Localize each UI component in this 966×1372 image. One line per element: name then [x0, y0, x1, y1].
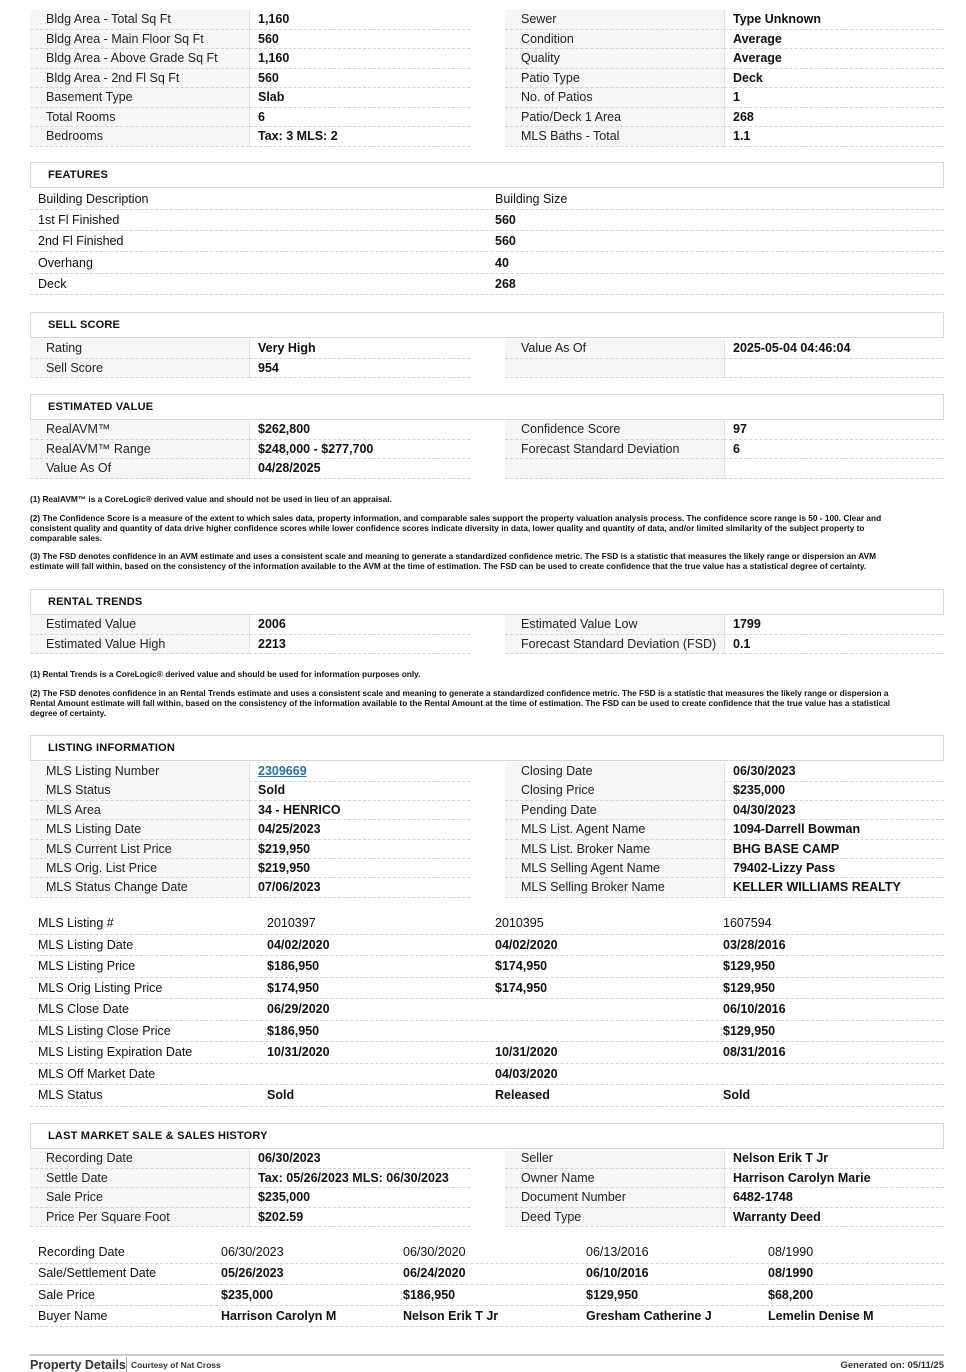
- field-label: [505, 359, 724, 379]
- kv-pair: [505, 781, 944, 801]
- field-label: Closing Date: [505, 762, 724, 782]
- kv-row: [30, 10, 944, 30]
- kv-pair: [505, 459, 944, 479]
- last-sale-details: [30, 1149, 944, 1227]
- features-col-description: Building Description: [38, 192, 149, 206]
- estimated-value-header: ESTIMATED VALUE: [30, 394, 944, 420]
- field-value: Tax: 05/26/2023 MLS: 06/30/2023: [249, 1169, 470, 1189]
- field-value: $235,000: [724, 781, 944, 801]
- kv-row: [30, 440, 944, 460]
- field-value: Slab: [249, 88, 470, 108]
- field-value: 2025-05-04 04:46:04: [724, 339, 944, 359]
- history-value: 2010395: [495, 916, 544, 930]
- kv-pair: [30, 459, 470, 479]
- field-value: 2006: [249, 615, 470, 635]
- history-label: MLS Listing Date: [38, 937, 134, 952]
- kv-pair: [505, 10, 944, 30]
- field-label: Total Rooms: [30, 108, 249, 128]
- features-header: FEATURES: [30, 162, 944, 188]
- field-label: Sale Price: [30, 1188, 249, 1208]
- field-value: 268: [724, 108, 944, 128]
- listing-history-row: [30, 956, 944, 978]
- history-value: 06/24/2020: [403, 1266, 466, 1281]
- field-label: MLS Orig. List Price: [30, 859, 249, 879]
- kv-row: [30, 88, 944, 108]
- kv-row: [30, 840, 944, 859]
- kv-row: [30, 615, 944, 635]
- history-value: $129,950: [723, 959, 776, 973]
- kv-row: [30, 127, 944, 147]
- field-label: Pending Date: [505, 801, 724, 821]
- kv-pair: [30, 69, 470, 89]
- kv-pair: [505, 801, 944, 821]
- field-label: Rating: [30, 339, 249, 359]
- field-value: 1: [724, 88, 944, 108]
- kv-pair: [30, 1149, 470, 1169]
- kv-pair: [30, 820, 470, 840]
- history-value: 08/31/2016: [723, 1045, 786, 1059]
- sell-score-header: SELL SCORE: [30, 312, 944, 338]
- feature-value: 560: [495, 234, 516, 249]
- field-label: MLS List. Agent Name: [505, 820, 724, 840]
- history-value: Sold: [267, 1088, 295, 1102]
- field-value: [724, 459, 944, 479]
- history-value: 04/02/2020: [267, 937, 330, 952]
- kv-row: [30, 820, 944, 839]
- history-label: MLS Off Market Date: [38, 1066, 156, 1081]
- field-label: Recording Date: [30, 1149, 249, 1169]
- kv-row: [30, 1169, 944, 1189]
- kv-row: [30, 1188, 944, 1208]
- history-value: 2010397: [267, 916, 316, 930]
- field-label: Estimated Value High: [30, 635, 249, 655]
- history-value: 1607594: [723, 916, 772, 930]
- field-value: $219,950: [249, 859, 470, 879]
- kv-row: [30, 878, 944, 897]
- kv-pair: [30, 49, 470, 69]
- feature-label: 1st Fl Finished: [38, 213, 120, 227]
- history-value: 05/26/2023: [221, 1266, 284, 1281]
- field-value: 1,160: [249, 10, 470, 30]
- field-label: No. of Patios: [505, 88, 724, 108]
- field-value: Average: [724, 30, 944, 50]
- field-value: $262,800: [249, 420, 470, 440]
- field-value: 0.1: [724, 635, 944, 655]
- kv-pair: [505, 108, 944, 128]
- field-label: MLS Listing Date: [30, 820, 249, 840]
- field-label: Document Number: [505, 1188, 724, 1208]
- field-value: Sold: [249, 781, 470, 801]
- history-value: $186,950: [267, 959, 320, 973]
- field-value: $235,000: [249, 1188, 470, 1208]
- field-value: 1094-Darrell Bowman: [724, 820, 944, 840]
- kv-pair: [505, 820, 944, 840]
- kv-row: [30, 459, 944, 479]
- field-value: $248,000 - $277,700: [249, 440, 470, 460]
- history-label: MLS Close Date: [38, 1002, 130, 1016]
- kv-pair: [505, 339, 944, 359]
- kv-pair: [30, 1169, 470, 1189]
- kv-pair: [30, 359, 470, 379]
- kv-pair: [505, 1169, 944, 1189]
- history-value: 06/29/2020: [267, 1002, 330, 1016]
- kv-row: [30, 420, 944, 440]
- footer-divider: [30, 1354, 944, 1356]
- field-label: MLS List. Broker Name: [505, 840, 724, 860]
- listing-history-row: [30, 1021, 944, 1043]
- field-value: 6: [249, 108, 470, 128]
- sales-history-row: [30, 1263, 944, 1285]
- footer-courtesy: Courtesy of Nat Cross: [126, 1357, 221, 1372]
- kv-pair: [505, 859, 944, 879]
- kv-pair: [30, 440, 470, 460]
- kv-pair: [505, 1208, 944, 1228]
- kv-pair: [30, 88, 470, 108]
- field-value: 79402-Lizzy Pass: [724, 859, 944, 879]
- kv-pair: [30, 615, 470, 635]
- features-col-size: Building Size: [495, 192, 568, 206]
- kv-row: [30, 49, 944, 69]
- field-label: MLS Selling Agent Name: [505, 859, 724, 879]
- sales-history-row: [30, 1242, 944, 1264]
- history-value: 06/30/2020: [403, 1245, 466, 1259]
- feature-row: [30, 231, 944, 252]
- field-label: Estimated Value: [30, 615, 249, 635]
- features-column-header: [30, 189, 944, 210]
- feature-value: 268: [495, 276, 516, 291]
- feature-label: Overhang: [38, 255, 93, 270]
- listing-history-row: [30, 1064, 944, 1086]
- field-value: BHG BASE CAMP: [724, 840, 944, 860]
- field-label: Seller: [505, 1149, 724, 1169]
- history-label: Buyer Name: [38, 1308, 108, 1323]
- feature-row: [30, 253, 944, 274]
- kv-pair: [30, 859, 470, 879]
- history-label: Sale Price: [38, 1287, 95, 1302]
- field-value: 2213: [249, 635, 470, 655]
- kv-pair: [30, 30, 470, 50]
- field-label: Bldg Area - Above Grade Sq Ft: [30, 49, 249, 69]
- listing-history-row: [30, 1042, 944, 1064]
- history-value: $68,200: [768, 1287, 814, 1302]
- kv-pair: [505, 840, 944, 860]
- field-value: 1.1: [724, 127, 944, 147]
- field-label: Patio Type: [505, 69, 724, 89]
- kv-pair: [505, 635, 944, 655]
- field-label: MLS Listing Number: [30, 762, 249, 782]
- feature-label: 2nd Fl Finished: [38, 234, 124, 249]
- field-value: 560: [249, 69, 470, 89]
- history-label: MLS Listing #: [38, 916, 114, 930]
- field-value: $202.59: [249, 1208, 470, 1228]
- kv-row: [30, 30, 944, 50]
- feature-label: Deck: [38, 276, 67, 291]
- field-label: Closing Price: [505, 781, 724, 801]
- rental-trends-header: RENTAL TRENDS: [30, 589, 944, 615]
- field-value: Deck: [724, 69, 944, 89]
- history-label: MLS Status: [38, 1088, 103, 1102]
- kv-row: [30, 1208, 944, 1228]
- field-value: 1,160: [249, 49, 470, 69]
- kv-pair: [30, 781, 470, 801]
- kv-pair: [505, 440, 944, 460]
- field-label: Patio/Deck 1 Area: [505, 108, 724, 128]
- rental-footnote-1: (1) Rental Trends is a CoreLogic® derived value and should be used for information purposes only.: [30, 669, 421, 679]
- field-label: MLS Status: [30, 781, 249, 801]
- field-label: Condition: [505, 30, 724, 50]
- history-value: Released: [495, 1088, 550, 1102]
- building-details: [30, 10, 944, 147]
- kv-pair: [505, 49, 944, 69]
- field-value: 04/30/2023: [724, 801, 944, 821]
- history-label: MLS Listing Close Price: [38, 1023, 171, 1038]
- field-value: 04/25/2023: [249, 820, 470, 840]
- field-label: Value As Of: [30, 459, 249, 479]
- kv-pair: [30, 420, 470, 440]
- field-label: Price Per Square Foot: [30, 1208, 249, 1228]
- field-value: Harrison Carolyn Marie: [724, 1169, 944, 1189]
- kv-pair: [30, 840, 470, 860]
- feature-row: [30, 210, 944, 231]
- field-label: MLS Current List Price: [30, 840, 249, 860]
- field-value: 97: [724, 420, 944, 440]
- history-value: 10/31/2020: [495, 1045, 558, 1059]
- kv-pair: [505, 878, 944, 898]
- field-value: 1799: [724, 615, 944, 635]
- field-label: Settle Date: [30, 1169, 249, 1189]
- history-value: 10/31/2020: [267, 1045, 330, 1059]
- last-sale-header: LAST MARKET SALE & SALES HISTORY: [30, 1123, 944, 1149]
- history-value: 04/02/2020: [495, 937, 558, 952]
- field-value: $219,950: [249, 840, 470, 860]
- field-label: Bedrooms: [30, 127, 249, 147]
- mls-listing-number-link[interactable]: 2309669: [249, 762, 470, 782]
- history-value: $129,950: [586, 1287, 639, 1302]
- field-label: Forecast Standard Deviation: [505, 440, 724, 460]
- kv-pair: [30, 127, 470, 147]
- kv-pair: [505, 359, 944, 379]
- history-label: MLS Orig Listing Price: [38, 980, 163, 995]
- field-value: 07/06/2023: [249, 878, 470, 898]
- footer-title: Property Details: [30, 1358, 126, 1372]
- field-value: 560: [249, 30, 470, 50]
- field-label: Forecast Standard Deviation (FSD): [505, 635, 724, 655]
- history-value: Lemelin Denise M: [768, 1308, 874, 1323]
- history-value: $235,000: [221, 1287, 274, 1302]
- field-value: Type Unknown: [724, 10, 944, 30]
- generated-date: Generated on: 05/11/25: [840, 1360, 944, 1371]
- kv-pair: [30, 635, 470, 655]
- feature-value: 40: [495, 255, 509, 270]
- field-value: [724, 359, 944, 379]
- history-value: $174,950: [495, 980, 548, 995]
- kv-row: [30, 108, 944, 128]
- kv-pair: [505, 30, 944, 50]
- field-label: RealAVM™ Range: [30, 440, 249, 460]
- field-label: Deed Type: [505, 1208, 724, 1228]
- kv-row: [30, 781, 944, 800]
- field-label: RealAVM™: [30, 420, 249, 440]
- kv-row: [30, 635, 944, 655]
- field-value: Tax: 3 MLS: 2: [249, 127, 470, 147]
- history-label: Sale/Settlement Date: [38, 1266, 157, 1281]
- history-label: MLS Listing Price: [38, 959, 136, 973]
- field-label: Sewer: [505, 10, 724, 30]
- field-label: Owner Name: [505, 1169, 724, 1189]
- listing-details: [30, 762, 944, 898]
- listing-history-row: [30, 913, 944, 935]
- field-value: Average: [724, 49, 944, 69]
- history-value: 06/13/2016: [586, 1245, 649, 1259]
- field-label: Quality: [505, 49, 724, 69]
- history-value: Harrison Carolyn M: [221, 1308, 337, 1323]
- field-label: Basement Type: [30, 88, 249, 108]
- history-value: 03/28/2016: [723, 937, 786, 952]
- history-value: 04/03/2020: [495, 1066, 558, 1081]
- kv-row: [30, 762, 944, 781]
- field-label: Sell Score: [30, 359, 249, 379]
- listing-information-header: LISTING INFORMATION: [30, 735, 944, 761]
- kv-pair: [505, 69, 944, 89]
- kv-pair: [505, 1149, 944, 1169]
- field-value: Nelson Erik T Jr: [724, 1149, 944, 1169]
- listing-history-row: [30, 978, 944, 1000]
- field-label: MLS Area: [30, 801, 249, 821]
- listing-history-row: [30, 999, 944, 1021]
- listing-history-row: [30, 1085, 944, 1107]
- field-label: MLS Selling Broker Name: [505, 878, 724, 898]
- field-value: 34 - HENRICO: [249, 801, 470, 821]
- avm-footnote-3: (3) The FSD denotes confidence in an AVM estimate and uses a consistent scale and meaning to generate a standardized confidence metric. The FSD is a statistic that measures the likely range or dispersion an AVM estimate will fall within, based on the consistency of the information available to the AVM at the time of estimation. The FSD can be used to create confidence that the true value has a statistical degree of certainty.: [30, 551, 877, 571]
- field-value: 04/28/2025: [249, 459, 470, 479]
- sell-score-details: [30, 339, 944, 378]
- field-value: Very High: [249, 339, 470, 359]
- sales-history-row: [30, 1306, 944, 1328]
- kv-pair: [505, 127, 944, 147]
- listing-history-row: [30, 935, 944, 957]
- rental-footnote-2: (2) The FSD denotes confidence in an Rental Trends estimate and uses a consistent scale and meaning to generate a standardized confidence metric. The FSD is a statistic that measures the likely range or dispersion a Rental Amount estimate will fall within, based on the consistency of the information available to the Rental Amount at the time of estimation. The FSD can be used to create confidence that the true value has a statistical degree of certainty.: [30, 688, 891, 718]
- field-value: Warranty Deed: [724, 1208, 944, 1228]
- history-value: Sold: [723, 1088, 751, 1102]
- history-value: 08/1990: [768, 1266, 814, 1281]
- field-label: [505, 459, 724, 479]
- field-label: MLS Baths - Total: [505, 127, 724, 147]
- rental-trends-details: [30, 615, 944, 654]
- kv-row: [30, 359, 944, 379]
- field-label: MLS Status Change Date: [30, 878, 249, 898]
- kv-pair: [30, 801, 470, 821]
- field-label: Estimated Value Low: [505, 615, 724, 635]
- history-value: $129,950: [723, 980, 776, 995]
- history-value: Nelson Erik T Jr: [403, 1308, 499, 1323]
- kv-pair: [30, 108, 470, 128]
- kv-pair: [30, 339, 470, 359]
- history-value: $186,950: [267, 1023, 320, 1038]
- field-label: Bldg Area - Total Sq Ft: [30, 10, 249, 30]
- kv-row: [30, 339, 944, 359]
- kv-pair: [30, 1188, 470, 1208]
- history-value: 06/10/2016: [586, 1266, 649, 1281]
- field-value: 06/30/2023: [249, 1149, 470, 1169]
- feature-value: 560: [495, 213, 516, 227]
- kv-pair: [505, 1188, 944, 1208]
- history-value: Gresham Catherine J: [586, 1308, 712, 1323]
- kv-row: [30, 801, 944, 820]
- field-value: KELLER WILLIAMS REALTY: [724, 878, 944, 898]
- field-label: Bldg Area - Main Floor Sq Ft: [30, 30, 249, 50]
- field-value: 6482-1748: [724, 1188, 944, 1208]
- kv-pair: [505, 88, 944, 108]
- field-label: Confidence Score: [505, 420, 724, 440]
- avm-footnote-1: (1) RealAVM™ is a CoreLogic® derived value and should not be used in lieu of an appraisal.: [30, 494, 392, 504]
- sales-history-row: [30, 1285, 944, 1307]
- field-label: Value As Of: [505, 339, 724, 359]
- kv-pair: [505, 420, 944, 440]
- kv-pair: [505, 615, 944, 635]
- feature-row: [30, 274, 944, 295]
- history-value: 06/10/2016: [723, 1002, 786, 1016]
- history-value: 08/1990: [768, 1245, 814, 1259]
- history-value: $174,950: [495, 959, 548, 973]
- field-value: 6: [724, 440, 944, 460]
- kv-row: [30, 69, 944, 89]
- history-value: $174,950: [267, 980, 320, 995]
- kv-pair: [30, 762, 470, 782]
- field-value: 06/30/2023: [724, 762, 944, 782]
- kv-pair: [505, 762, 944, 782]
- history-value: 06/30/2023: [221, 1245, 284, 1259]
- kv-row: [30, 1149, 944, 1169]
- kv-pair: [30, 10, 470, 30]
- field-label: Bldg Area - 2nd Fl Sq Ft: [30, 69, 249, 89]
- avm-footnote-2: (2) The Confidence Score is a measure of the extent to which sales data, property information, and comparable sales support the property valuation analysis process. The confidence score range is 50 - 100. Clear and consistent quality and quantity of data drive higher confidence scores while lower confidence scores indicate diversity in data, lower quality and quantity of data, and/or limited similarity of the subject property to comparable sales.: [30, 513, 882, 543]
- kv-pair: [30, 878, 470, 898]
- history-value: $186,950: [403, 1287, 456, 1302]
- field-value: 954: [249, 359, 470, 379]
- history-label: Recording Date: [38, 1245, 125, 1259]
- kv-row: [30, 859, 944, 878]
- estimated-value-details: [30, 420, 944, 479]
- history-value: $129,950: [723, 1023, 776, 1038]
- history-label: MLS Listing Expiration Date: [38, 1045, 193, 1059]
- kv-pair: [30, 1208, 470, 1228]
